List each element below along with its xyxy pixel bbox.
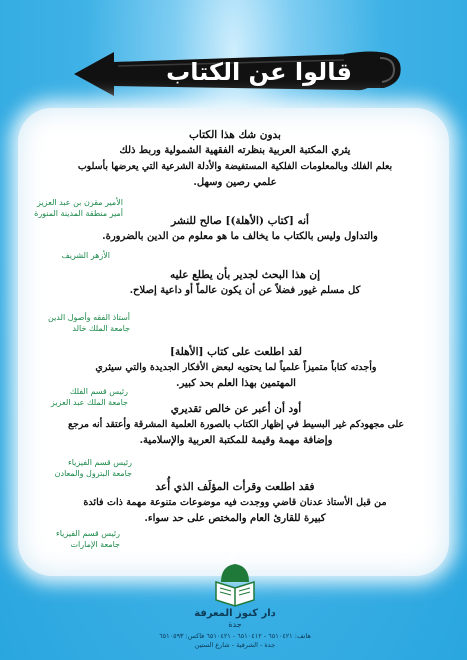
publisher-city: جدة — [228, 620, 242, 629]
signature-name: رئيس قسم الفيزياء — [67, 458, 132, 467]
quote-1-line: بدون شك هذا الكتاب — [189, 129, 281, 141]
publisher-logo-icon — [212, 552, 258, 610]
publisher-name: دار كنوز المعرفة — [194, 608, 276, 619]
signature-name: الأزهر الشريف — [61, 251, 110, 260]
quote-2 — [90, 214, 390, 245]
quote-4 — [40, 345, 432, 392]
quote-2-line: والتداول وليس بالكتاب ما يخالف ما هو معلوم من الدين بالضرورة. — [102, 231, 378, 242]
quote-5-signature — [40, 457, 132, 479]
signature-affiliation: أمير منطقة المدينة المنورة — [34, 209, 123, 218]
quote-5-line: أود أن أعبر عن خالص تقديري — [170, 403, 302, 415]
quote-5-line: وإضافة مهمة وقيمة للمكتبة العربية والإسلامية. — [139, 435, 333, 446]
quote-5-line: على مجهودكم غير البسيط في إظهار الكتاب بالصورة العلمية المشرقة وأعتقد أنه مرجع — [68, 419, 404, 430]
quote-2-line: أنه [كتاب (الأهلة)] صالح للنشر — [171, 215, 309, 227]
quote-6 — [40, 480, 430, 527]
title-banner — [44, 44, 424, 106]
quote-1-line: بعلم الفلك وبالمعلومات الفلكية المستفيضة والأدلة الشرعية التي يعرضها بأسلوب — [77, 161, 393, 172]
quote-3-line: إن هذا البحث لجدير بأن يطلع عليه — [169, 269, 321, 281]
banner-title: قالوا عن الكتاب — [166, 58, 352, 86]
publisher-contact — [90, 632, 380, 650]
signature-affiliation: جامعة البترول والمعادن — [54, 469, 132, 478]
quote-6-line: فقد اطلعت وقرأت المؤلَف الذي أُعد — [155, 481, 315, 493]
signature-name: الأمير مقرن بن عبد العزيز — [37, 198, 123, 207]
signature-name: أستاذ الفقه وأصول الدين — [47, 313, 130, 322]
quote-4-line: المهتمين بهذا العلم بحد كبير. — [176, 378, 296, 389]
signature-affiliation: جامعة الملك عبد العزيز — [50, 398, 128, 407]
quote-1 — [38, 128, 432, 191]
publisher-phone: هاتف: ٦٥١٠٤٢١ - ٦٥١٠٤١٢ - ٦٥١٠٤٢١ فاكس: ٦٥١٠٥٩٣ — [159, 632, 311, 640]
quote-6-line: كبيرة للقارئ العام والمختص على حد سواء. — [144, 513, 326, 524]
quote-6-line: من قبل الأستاذ عدنان قاضي ووجدت فيه موضوعات متنوعة مهمة ذات فائدة — [83, 497, 387, 508]
quote-2-signature — [40, 250, 110, 261]
signature-name: رئيس قسم الفيزياء — [55, 529, 120, 538]
quote-5 — [30, 402, 442, 449]
signature-affiliation: جامعة الملك خالد — [72, 324, 130, 333]
quote-3-line: كل مسلم غيور فضلاً عن أن يكون عالماً أو داعية إصلاح. — [129, 285, 361, 296]
quote-3-signature — [40, 312, 130, 334]
quote-1-line: يثري المكتبة العربية بنظرته الفقهية الشمولية وربط ذلك — [119, 145, 351, 156]
quote-4-line: لقد اطلعت على كتاب [الأهلة] — [170, 346, 302, 358]
signature-name: رئيس قسم الفلك — [69, 387, 128, 396]
quote-1-line: علمي رصين وسهل. — [193, 177, 277, 188]
quote-6-signature — [40, 528, 120, 550]
signature-affiliation: جامعة الإمارات — [70, 540, 120, 549]
quote-3 — [110, 268, 380, 299]
publisher-address: جدة - الشرفية - شارع الستين — [194, 641, 276, 649]
quote-4-line: وأجدته كتاباً متميزاً علمياً لما يحتويه لبعض الأفكار الجديدة والتي سيثري — [95, 362, 377, 373]
